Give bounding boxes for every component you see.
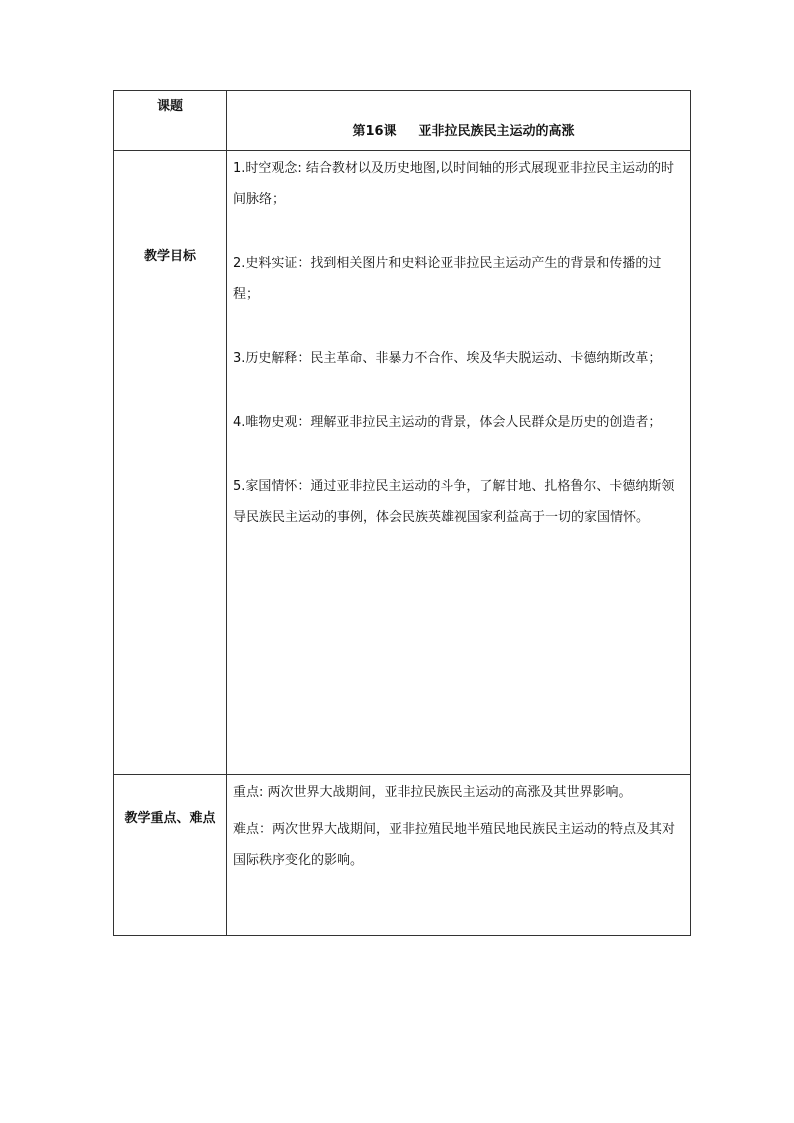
objectives-label: 教学目标 <box>114 151 227 775</box>
title-row <box>114 91 691 151</box>
objective-item: 3.历史解释：民主革命、非暴力不合作、埃及华夫脱运动、卡德纳斯改革； <box>233 351 662 366</box>
objectives-row <box>114 151 691 775</box>
objective-item: 1.时空观念: 结合教材以及历史地图,以时间轴的形式展现亚非拉民主运动的时间脉络； <box>233 161 675 207</box>
key-points-row <box>114 775 691 936</box>
lesson-topic: 亚非拉民族民主运动的高涨 <box>418 124 575 139</box>
title-label: 课题 <box>114 91 227 151</box>
objective-item: 4.唯物史观：理解亚非拉民主运动的背景，体会人民群众是历史的创造者； <box>233 415 662 430</box>
objective-item: 2.史料实证：找到相关图片和史料论亚非拉民主运动产生的背景和传播的过程； <box>233 256 662 302</box>
objective-item: 5.家国情怀：通过亚非拉民主运动的斗争，了解甘地、扎格鲁尔、卡德纳斯领导民族民主运动的事例，体会民族英雄视国家利益高于一切的家国情怀。 <box>233 479 675 525</box>
key-point: 重点: 两次世界大战期间，亚非拉民族民主运动的高涨及其世界影响。 <box>233 785 632 800</box>
key-points-content <box>227 775 691 936</box>
objectives-list <box>227 151 691 775</box>
difficult-point: 难点：两次世界大战期间，亚非拉殖民地半殖民地民族民主运动的特点及其对国际秩序变化的影响。 <box>233 822 676 868</box>
lesson-number: 第16课 <box>352 124 397 139</box>
lesson-plan-table <box>113 90 691 936</box>
lesson-title <box>227 91 691 151</box>
key-points-label: 教学重点、难点 <box>114 775 227 936</box>
